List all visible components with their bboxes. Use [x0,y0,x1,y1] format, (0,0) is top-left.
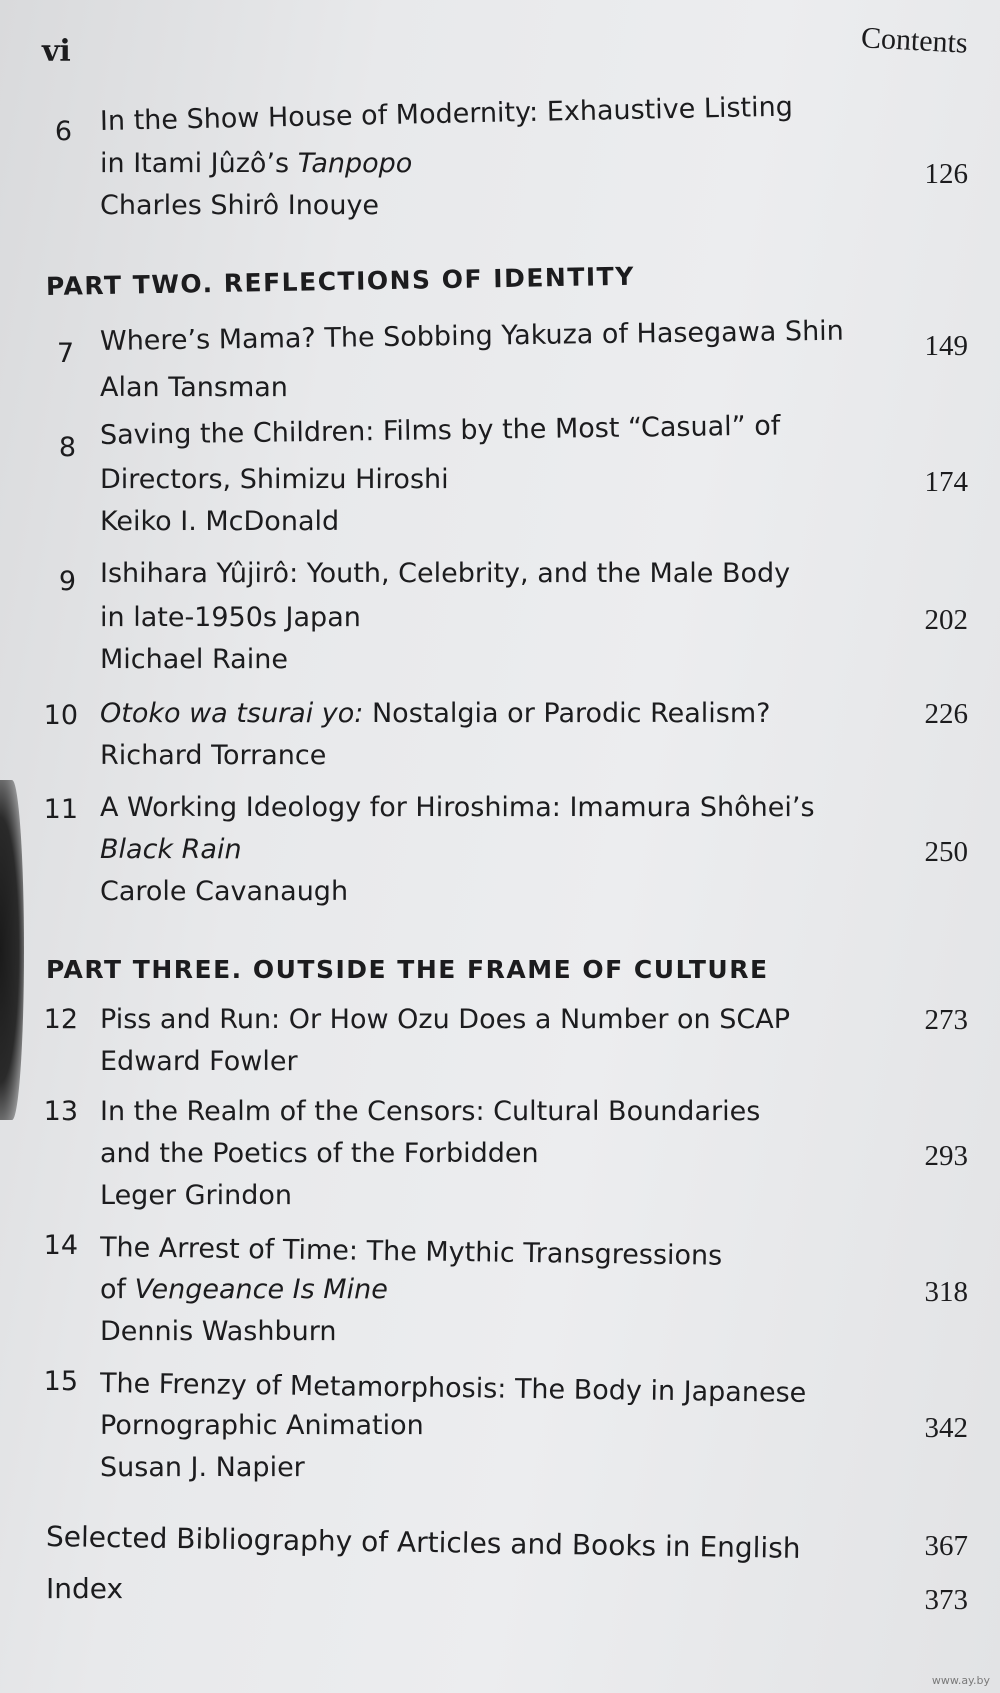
page-ref: 273 [924,1004,968,1036]
chapter-number: 10 [43,700,78,731]
back-matter-label: Index [46,1572,124,1605]
chapter-number: 12 [43,1004,78,1035]
page-ref: 174 [924,466,968,498]
page-ref: 202 [924,604,968,636]
chapter-author: Susan J. Napier [100,1452,305,1483]
chapter-title: in Itami Jûzô’s Tanpopo [100,148,413,179]
part-heading: PART THREE. OUTSIDE THE FRAME OF CULTURE [46,955,769,984]
book-edge [0,780,24,1120]
part-heading: PART TWO. REFLECTIONS OF IDENTITY [45,261,636,301]
chapter-author: Carole Cavanaugh [100,876,349,907]
page-ref: 126 [924,158,968,190]
chapter-title: Otoko wa tsurai yo: Nostalgia or Parodic Realism? [100,698,771,729]
chapter-title: Directors, Shimizu Hiroshi [100,464,449,495]
chapter-number: 14 [43,1230,78,1261]
chapter-number: 11 [43,794,78,825]
page-ref: 373 [924,1584,968,1616]
page-ref: 318 [924,1276,968,1308]
page-number: vi [42,34,71,69]
chapter-author: Richard Torrance [100,740,327,771]
chapter-title: The Arrest of Time: The Mythic Transgressions [99,1232,723,1272]
chapter-author: Michael Raine [100,644,288,675]
chapter-title: of Vengeance Is Mine [100,1274,388,1305]
chapter-title: In the Realm of the Censors: Cultural Boundaries [100,1096,761,1127]
chapter-number: 8 [58,432,76,463]
chapter-title: Pornographic Animation [100,1410,424,1441]
back-matter-label: Selected Bibliography of Articles and Books in English [45,1520,801,1565]
chapter-author: Leger Grindon [100,1180,293,1211]
chapter-title: in late-1950s Japan [100,602,361,633]
chapter-author: Edward Fowler [100,1046,298,1077]
chapter-title: and the Poetics of the Forbidden [100,1138,539,1169]
chapter-title: Ishihara Yûjirô: Youth, Celebrity, and the Male Body [100,558,791,589]
chapter-number: 15 [43,1366,78,1397]
chapter-title: Black Rain [100,834,242,865]
page-ref: 367 [924,1530,968,1562]
chapter-author: Keiko I. McDonald [100,506,340,537]
watermark: www.ay.by [931,1674,990,1687]
chapter-author: Charles Shirô Inouye [100,190,380,221]
chapter-number: 9 [58,566,76,597]
chapter-title: Saving the Children: Films by the Most “Casual” of [99,410,781,451]
chapter-number: 7 [56,338,74,369]
page-ref: 149 [924,330,968,362]
page-ref: 342 [924,1412,968,1444]
chapter-title: Piss and Run: Or How Ozu Does a Number on SCAP [100,1004,790,1035]
running-head: Contents [860,21,969,60]
page-ref: 250 [924,836,968,868]
chapter-title: Where’s Mama? The Sobbing Yakuza of Hasegawa Shin [99,315,845,357]
chapter-title: The Frenzy of Metamorphosis: The Body in Japanese [99,1368,807,1409]
chapter-author: Alan Tansman [100,372,288,403]
page-ref: 293 [924,1140,968,1172]
chapter-number: 13 [43,1096,78,1127]
chapter-number: 6 [54,116,72,147]
chapter-author: Dennis Washburn [100,1316,337,1347]
page-ref: 226 [924,698,968,730]
chapter-title: In the Show House of Modernity: Exhaustive Listing [99,91,794,137]
chapter-title: A Working Ideology for Hiroshima: Imamura Shôhei’s [100,792,815,823]
